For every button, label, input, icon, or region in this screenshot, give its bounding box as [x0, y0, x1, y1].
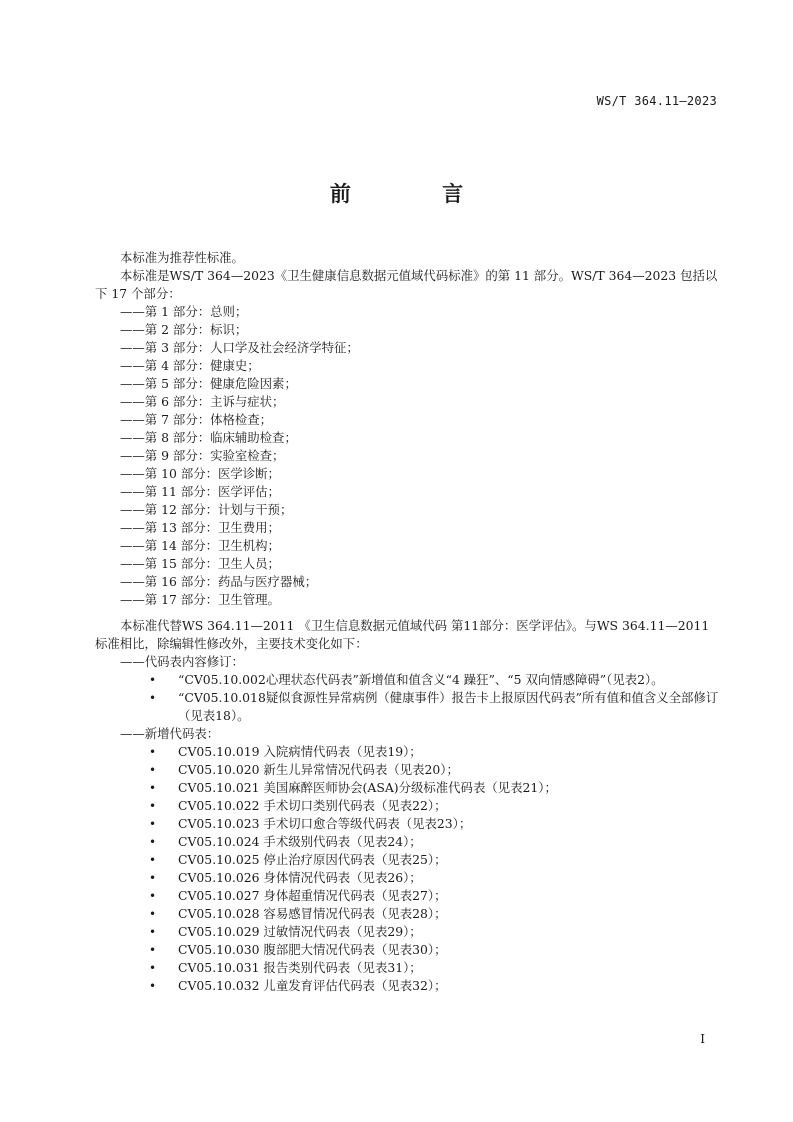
added-item [95, 959, 720, 977]
added-item-text: CV05.10.025 停止治疗原因代码表（见表25）； [178, 852, 447, 867]
bullet-icon: • [149, 745, 157, 759]
part-item: ——第 17 部分：卫生管理。 [120, 592, 280, 607]
part-item: ——第 2 部分：标识； [120, 322, 248, 337]
part-item: ——第 10 部分：医学诊断； [120, 466, 280, 481]
added-item [95, 923, 720, 941]
part-item: ——第 9 部分：实验室检查； [120, 448, 285, 463]
added-item-text: CV05.10.028 容易感冒情况代码表（见表28）； [178, 906, 447, 921]
bullet-icon: • [149, 871, 157, 885]
bullet-icon: • [149, 691, 157, 705]
intro-paragraph-1: 本标准为推荐性标准。 [120, 250, 244, 265]
added-item [95, 851, 720, 869]
added-item [95, 869, 720, 887]
part-item: ——第 3 部分：人口学及社会经济学特征； [120, 340, 359, 355]
bullet-icon: • [149, 835, 157, 849]
part-item: ——第 11 部分：医学评估； [120, 484, 280, 499]
document-code: WS/T 364.11—2023 [596, 94, 717, 108]
added-item-text: CV05.10.020 新生儿异常情况代码表（见表20）； [178, 762, 459, 777]
intro-paragraph-2: 本标准是WS/T 364—2023《卫生健康信息数据元值域代码标准》的第 11 部分。WS/T 364—2023 包括以下 17 个部分： [95, 268, 718, 301]
part-item: ——第 7 部分：体格检查； [120, 412, 273, 427]
revised-item [95, 671, 720, 689]
part-item: ——第 14 部分：卫生机构； [120, 538, 280, 553]
bullet-icon: • [149, 781, 157, 795]
added-item [95, 887, 720, 905]
added-item-text: CV05.10.031 报告类别代码表（见表31）； [178, 960, 422, 975]
added-list [95, 743, 720, 995]
added-item [95, 797, 720, 815]
added-item [95, 743, 720, 761]
part-item: ——第 4 部分：健康史； [120, 358, 260, 373]
part-item: ——第 6 部分：主诉与症状； [120, 394, 285, 409]
added-item-text: CV05.10.026 身体情况代码表（见表26）； [178, 870, 422, 885]
added-item-text: CV05.10.030 腹部肥大情况代码表（见表30）； [178, 942, 447, 957]
added-item [95, 977, 720, 995]
part-item: ——第 15 部分：卫生人员； [120, 556, 280, 571]
bullet-icon: • [149, 943, 157, 957]
added-item [95, 941, 720, 959]
part-item: ——第 12 部分：计划与干预； [120, 502, 293, 517]
part-item: ——第 1 部分：总则； [120, 304, 248, 319]
bullet-icon: • [149, 673, 157, 687]
bullet-icon: • [149, 853, 157, 867]
part-item: ——第 13 部分：卫生费用； [120, 520, 280, 535]
added-item-text: CV05.10.019 入院病情代码表（见表19）； [178, 744, 422, 759]
added-item-text: CV05.10.022 手术切口类别代码表（见表22）； [178, 798, 447, 813]
bullet-icon: • [149, 961, 157, 975]
bullet-icon: • [149, 979, 157, 993]
revised-item-text: “CV05.10.018疑似食源性异常病例（健康事件）报告卡上报原因代码表”所有值和值含义全部修订（见表18）。 [178, 690, 719, 723]
added-item-text: CV05.10.029 过敏情况代码表（见表29）； [178, 924, 422, 939]
bullet-icon: • [149, 907, 157, 921]
added-item [95, 779, 720, 797]
parts-list [95, 303, 720, 609]
part-item: ——第 8 部分：临床辅助检查； [120, 430, 297, 445]
bullet-icon: • [149, 889, 157, 903]
revised-item-text: “CV05.10.002心理状态代码表”新增值和值含义“4 躁狂”、“5 双向情感障碍”（见表2）。 [178, 672, 664, 687]
page-number: I [700, 1032, 705, 1046]
foreword-body [95, 249, 720, 995]
bullet-icon: • [149, 817, 157, 831]
added-item [95, 815, 720, 833]
revised-item [95, 689, 720, 725]
revised-heading: ——代码表内容修订： [120, 654, 244, 669]
added-item-text: CV05.10.021 美国麻醉医师协会(ASA)分级标准代码表（见表21）； [178, 780, 557, 795]
page-title: 前 言 [329, 182, 506, 206]
added-item-text: CV05.10.027 身体超重情况代码表（见表27）； [178, 888, 447, 903]
bullet-icon: • [149, 763, 157, 777]
added-item-text: CV05.10.032 儿童发育评估代码表（见表32）； [178, 978, 447, 993]
bullet-icon: • [149, 925, 157, 939]
part-item: ——第 5 部分：健康危险因素； [120, 376, 297, 391]
revised-list [95, 671, 720, 725]
added-item [95, 761, 720, 779]
bullet-icon: • [149, 799, 157, 813]
part-item: ——第 16 部分：药品与医疗器械； [120, 574, 318, 589]
added-item [95, 905, 720, 923]
replacement-paragraph: 本标准代替WS 364.11—2011 《卫生信息数据元值域代码 第11部分：医学评估》。与WS 364.11—2011标准相比，除编辑性修改外，主要技术变化如下： [95, 618, 710, 651]
added-item-text: CV05.10.023 手术切口愈合等级代码表（见表23）； [178, 816, 472, 831]
added-heading: ——新增代码表： [120, 726, 220, 741]
added-item-text: CV05.10.024 手术级别代码表（见表24）； [178, 834, 422, 849]
added-item [95, 833, 720, 851]
